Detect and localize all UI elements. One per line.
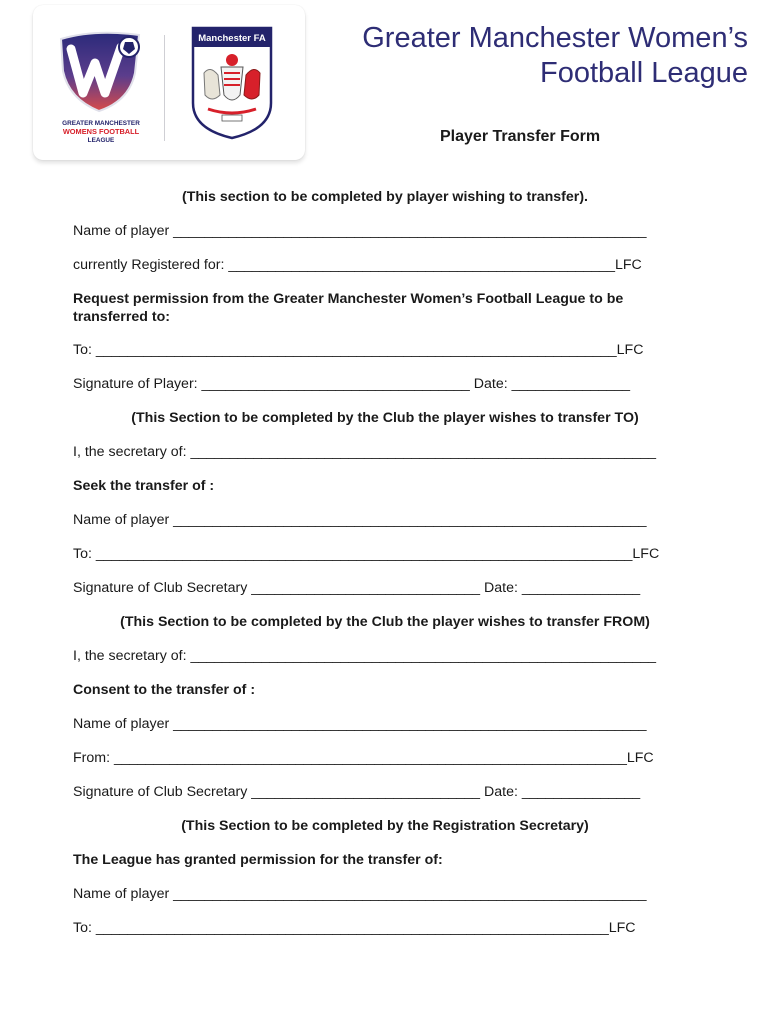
from-club-from-field[interactable]: From: _________________________________________________________________LFC [73, 750, 654, 766]
svg-text:GREATER MANCHESTER: GREATER MANCHESTER [62, 120, 140, 127]
league-title [362, 21, 748, 91]
from-club-player-name-field[interactable]: Name of player ____________________________________________________________ [73, 716, 647, 732]
league-title-line2: Football League [540, 57, 748, 89]
from-club-secretary-field[interactable]: I, the secretary of: ___________________________________________________________ [73, 648, 657, 664]
request-permission-line1: Request permission from the Greater Manchester Women’s Football League to be [73, 291, 624, 307]
svg-text:Manchester FA: Manchester FA [198, 33, 266, 44]
from-club-signature-field[interactable]: Signature of Club Secretary _____________________________ Date: _______________ [73, 784, 641, 800]
league-title-line1: Greater Manchester Women’s [362, 22, 748, 54]
request-permission-line2: transferred to: [73, 309, 170, 325]
player-name-field[interactable]: Name of player ____________________________________________________________ [73, 223, 647, 239]
registration-player-name-field[interactable]: Name of player ____________________________________________________________ [73, 886, 647, 902]
svg-text:WOMENS FOOTBALL: WOMENS FOOTBALL [62, 127, 140, 136]
section-registration-heading: (This Section to be completed by the Registration Secretary) [181, 818, 589, 834]
player-signature-field[interactable]: Signature of Player: __________________________________ Date: _______________ [73, 376, 630, 392]
registration-to-field[interactable]: To: _________________________________________________________________LFC [73, 920, 636, 936]
transfer-to-field[interactable]: To: __________________________________________________________________LFC [73, 342, 644, 358]
to-club-signature-field[interactable]: Signature of Club Secretary _____________________________ Date: _______________ [73, 580, 641, 596]
to-club-secretary-field[interactable]: I, the secretary of: ___________________________________________________________ [73, 444, 657, 460]
to-club-player-name-field[interactable]: Name of player ____________________________________________________________ [73, 512, 647, 528]
consent-transfer-label: Consent to the transfer of : [73, 682, 256, 698]
section-from-club-heading: (This Section to be completed by the Club the player wishes to transfer FROM) [120, 614, 650, 630]
svg-text:LEAGUE: LEAGUE [87, 137, 115, 144]
form-title: Player Transfer Form [440, 128, 601, 145]
logo-panel [33, 5, 305, 160]
to-club-to-field[interactable]: To: ____________________________________________________________________LFC [73, 546, 660, 562]
manchester-fa-crest [190, 25, 274, 141]
gmwfl-logo [55, 27, 151, 145]
currently-registered-field[interactable]: currently Registered for: _________________________________________________LFC [73, 257, 642, 273]
section-player-heading: (This section to be completed by player wishing to transfer). [182, 189, 588, 205]
logo-divider [164, 35, 165, 141]
seek-transfer-label: Seek the transfer of : [73, 478, 215, 494]
section-to-club-heading: (This Section to be completed by the Club the player wishes to transfer TO) [131, 410, 639, 426]
league-granted-label: The League has granted permission for the transfer of: [73, 852, 443, 868]
